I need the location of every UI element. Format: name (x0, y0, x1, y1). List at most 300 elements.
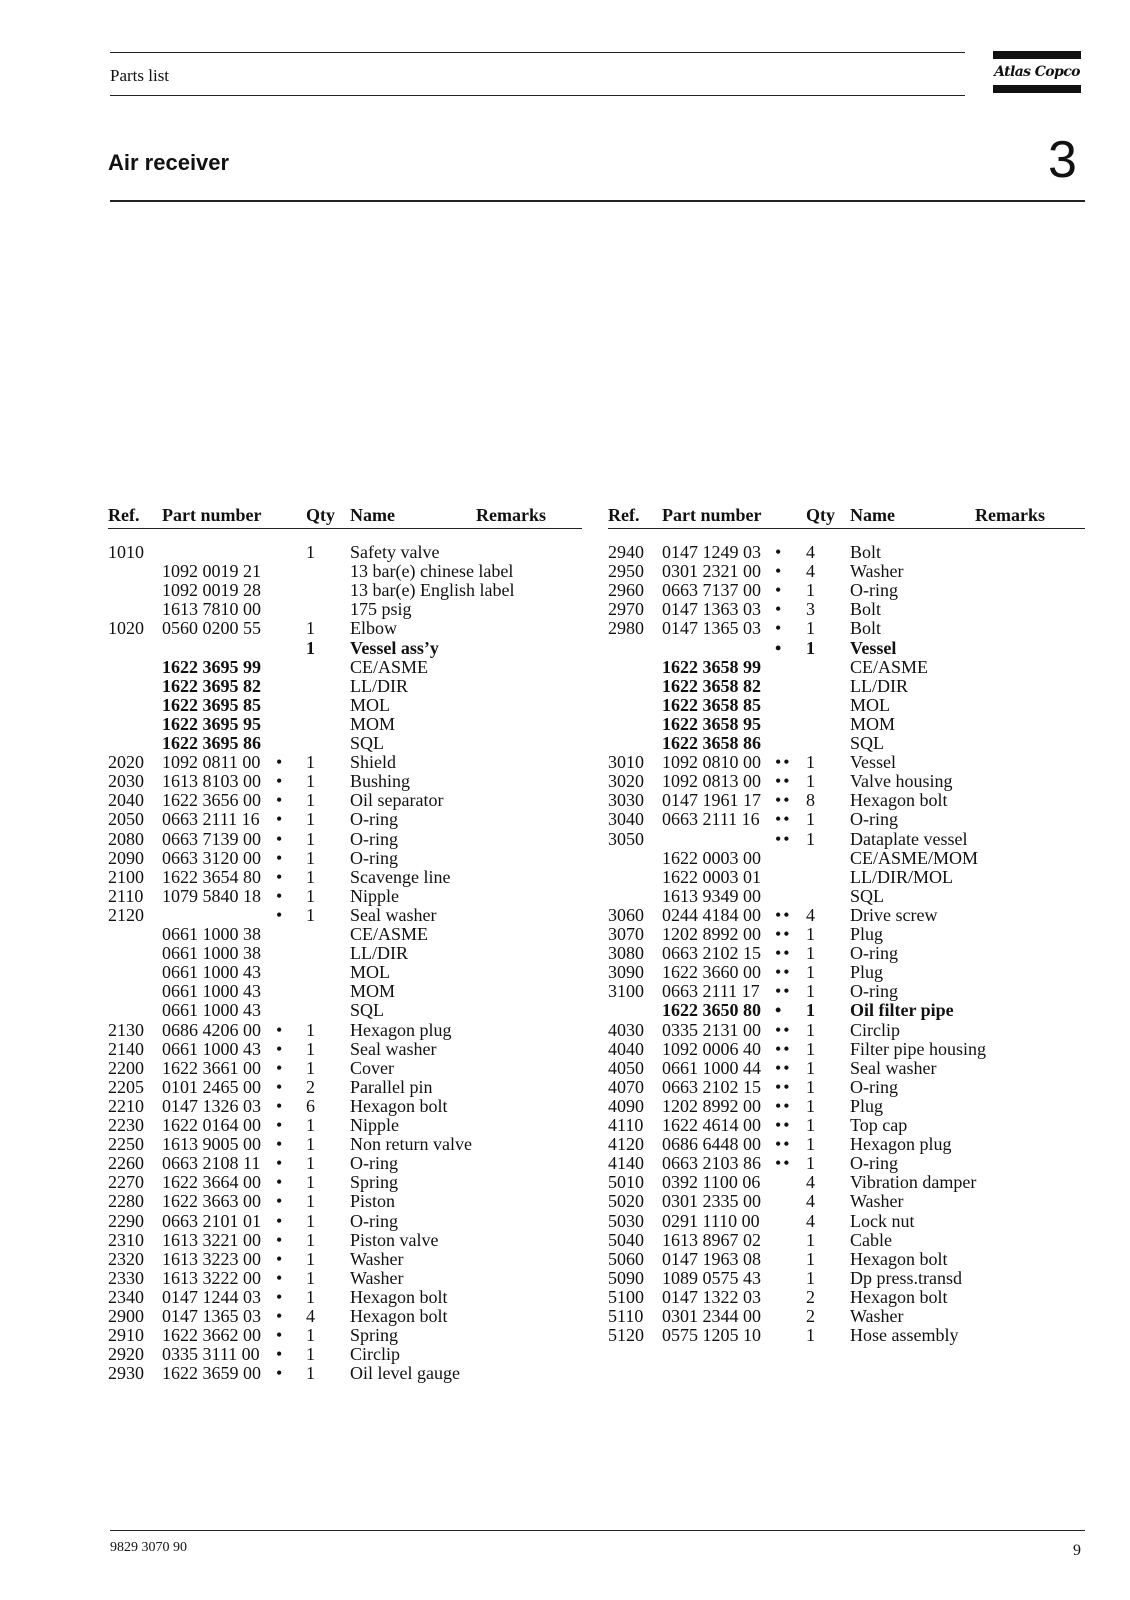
qty-cell: 1 (306, 1344, 315, 1365)
col-header-name: Name (350, 505, 395, 525)
ref-cell: 3100 (608, 981, 644, 1002)
part-number-cell: 1622 0003 01 (662, 866, 761, 887)
marker-cell: •• (775, 943, 792, 964)
part-number-cell: 1613 3221 00 (162, 1229, 261, 1250)
part-number-cell: 1092 0810 00 (662, 752, 761, 773)
parts-row (0, 1212, 1130, 1231)
name-cell: Seal washer (350, 1038, 437, 1059)
qty-cell: 1 (806, 1248, 815, 1269)
parts-row (0, 1135, 1130, 1154)
parts-row (0, 791, 1130, 810)
ref-cell: 4050 (608, 1057, 644, 1078)
part-number-cell: 1622 3658 82 (662, 675, 761, 696)
part-number-cell: 1622 3658 85 (662, 694, 761, 715)
name-cell: Dp press.transd (850, 1267, 962, 1288)
marker-cell: • (276, 828, 285, 849)
parts-row (0, 1326, 1130, 1345)
parts-row (0, 1154, 1130, 1173)
name-cell: CE/ASME (350, 656, 429, 677)
part-number-cell: 0663 7137 00 (662, 580, 761, 601)
name-cell: Washer (350, 1267, 404, 1288)
qty-cell: 1 (306, 847, 315, 868)
name-cell: MOM (350, 981, 396, 1002)
qty-cell: 1 (306, 866, 315, 887)
ref-cell: 2140 (108, 1038, 144, 1059)
part-number-cell: 1613 8967 02 (662, 1229, 761, 1250)
marker-cell: • (775, 618, 784, 639)
part-number-cell: 0663 2111 17 (662, 981, 760, 1002)
part-number-cell: 0301 2344 00 (662, 1306, 761, 1326)
qty-cell: 1 (306, 1134, 315, 1155)
ref-cell: 3070 (608, 924, 644, 944)
marker-cell: • (276, 752, 285, 773)
ref-cell: 4090 (608, 1095, 644, 1116)
parts-row (0, 734, 1130, 753)
part-number-cell: 1622 3695 85 (162, 694, 261, 715)
part-number-cell: 1622 3658 86 (662, 733, 761, 753)
parts-row (0, 1021, 1130, 1040)
name-cell: Plug (850, 962, 884, 983)
name-cell: MOL (350, 962, 390, 983)
ref-cell: 5020 (608, 1191, 644, 1212)
name-cell: O-ring (350, 1153, 398, 1174)
name-cell: Bolt (850, 618, 882, 639)
ref-cell: 3060 (608, 904, 644, 925)
qty-cell: 1 (806, 828, 815, 849)
part-number-cell: 0661 1000 38 (162, 943, 261, 964)
qty-cell: 4 (806, 1210, 815, 1231)
marker-cell: • (276, 1038, 285, 1059)
name-cell: Safety valve (350, 542, 440, 562)
parts-row (0, 830, 1130, 849)
qty-cell: 4 (806, 1172, 815, 1193)
name-cell: Bolt (850, 599, 882, 620)
part-number-cell: 0663 2102 15 (662, 1076, 761, 1097)
part-number-cell: 0663 2103 86 (662, 1153, 761, 1174)
qty-cell: 1 (306, 904, 315, 925)
name-cell: Hexagon bolt (850, 790, 948, 811)
part-number-cell: 0147 1244 03 (162, 1286, 261, 1307)
part-number-cell: 0301 2321 00 (662, 561, 761, 582)
qty-cell: 1 (806, 580, 815, 601)
part-number-cell: 0661 1000 43 (162, 1038, 261, 1059)
qty-cell: 1 (806, 1057, 815, 1078)
ref-cell: 2020 (108, 752, 144, 773)
part-number-cell: 1613 8103 00 (162, 771, 261, 792)
marker-cell: • (276, 1115, 285, 1135)
ref-cell: 5030 (608, 1210, 644, 1231)
part-number-cell: 0575 1205 10 (662, 1325, 761, 1346)
section-title-rule (110, 200, 1085, 202)
ref-cell: 1020 (108, 618, 144, 639)
name-cell: SQL (850, 733, 885, 753)
name-cell: CE/ASME (850, 656, 929, 677)
marker-cell: •• (775, 904, 792, 925)
part-number-cell: 1202 8992 00 (662, 1095, 761, 1116)
name-cell: Plug (850, 1095, 884, 1116)
parts-row (0, 696, 1130, 715)
ref-cell: 2290 (108, 1210, 144, 1231)
name-cell: SQL (350, 733, 385, 753)
col-header-remarks: Remarks (476, 505, 546, 525)
section-title: Air receiver (108, 150, 230, 175)
qty-cell: 1 (806, 1153, 815, 1174)
ref-cell: 4120 (608, 1134, 644, 1155)
part-number-cell: 0663 7139 00 (162, 828, 261, 849)
marker-cell: •• (775, 1115, 792, 1135)
qty-cell: 4 (806, 904, 815, 925)
ref-cell: 2120 (108, 904, 144, 925)
parts-row (0, 1345, 1130, 1364)
name-cell: Valve housing (850, 771, 953, 792)
qty-cell: 1 (306, 1229, 315, 1250)
name-cell: Spring (350, 1172, 399, 1193)
marker-cell: • (276, 1153, 285, 1174)
marker-cell: •• (775, 1038, 792, 1059)
ref-cell: 5120 (608, 1325, 644, 1346)
qty-cell: 1 (306, 1019, 315, 1040)
ref-cell: 3080 (608, 943, 644, 964)
marker-cell: • (276, 847, 285, 868)
ref-cell: 3020 (608, 771, 644, 792)
parts-row (0, 1040, 1130, 1059)
part-number-cell: 1613 7810 00 (162, 599, 261, 620)
ref-cell: 2050 (108, 809, 144, 830)
col-header-ref: Ref. (108, 505, 140, 525)
part-number-cell: 0661 1000 43 (162, 1000, 261, 1021)
ref-cell: 2340 (108, 1286, 144, 1307)
marker-cell: • (276, 1344, 285, 1365)
marker-cell: •• (775, 962, 792, 983)
part-number-cell: 1622 3695 82 (162, 675, 261, 696)
marker-cell: • (276, 1134, 285, 1155)
right-table-header (0, 505, 1130, 527)
part-number-cell: 0147 1365 03 (162, 1306, 261, 1326)
ref-cell: 2940 (608, 542, 644, 562)
name-cell: Dataplate vessel (850, 828, 968, 849)
qty-cell: 8 (806, 790, 815, 811)
ref-cell: 5100 (608, 1286, 644, 1307)
qty-cell: 1 (306, 1286, 315, 1307)
logo-bar-top (993, 51, 1081, 59)
ref-cell: 5040 (608, 1229, 644, 1250)
name-cell: Oil filter pipe (850, 1000, 954, 1021)
parts-row (0, 1364, 1130, 1383)
marker-cell: • (775, 1000, 784, 1021)
parts-row (0, 1269, 1130, 1288)
part-number-cell: 1202 8992 00 (662, 924, 761, 944)
ref-cell: 2090 (108, 847, 144, 868)
part-number-cell: 1622 4614 00 (662, 1115, 761, 1135)
ref-cell: 3040 (608, 809, 644, 830)
parts-row (0, 849, 1130, 868)
name-cell: O-ring (350, 828, 398, 849)
ref-cell: 5060 (608, 1248, 644, 1269)
part-number-cell: 1622 3664 00 (162, 1172, 261, 1193)
qty-cell: 4 (806, 542, 815, 562)
ref-cell: 2250 (108, 1134, 144, 1155)
col-header-part-number: Part number (662, 505, 762, 525)
part-number-cell: 1622 3650 80 (662, 1000, 761, 1021)
part-number-cell: 1613 9349 00 (662, 885, 761, 906)
qty-cell: 1 (306, 1038, 315, 1059)
qty-cell: 1 (306, 1363, 315, 1384)
marker-cell: • (276, 1363, 285, 1384)
ref-cell: 4070 (608, 1076, 644, 1097)
logo-wordmark: Atlas Copco (994, 64, 1080, 80)
running-head: Parts list (110, 66, 170, 85)
name-cell: Washer (850, 1306, 904, 1326)
name-cell: Piston (350, 1191, 396, 1212)
marker-cell: •• (775, 924, 792, 944)
ref-cell: 5010 (608, 1172, 644, 1193)
name-cell: O-ring (850, 1076, 898, 1097)
part-number-cell: 1622 3654 80 (162, 866, 261, 887)
part-number-cell: 1613 9005 00 (162, 1134, 261, 1155)
marker-cell: • (276, 1325, 285, 1346)
qty-cell: 1 (806, 1000, 815, 1021)
part-number-cell: 1079 5840 18 (162, 885, 261, 906)
right-header-rule (608, 528, 1085, 529)
parts-row (0, 658, 1130, 677)
marker-cell: •• (775, 790, 792, 811)
name-cell: SQL (350, 1000, 385, 1021)
parts-row (0, 772, 1130, 791)
qty-cell: 1 (806, 962, 815, 983)
name-cell: O-ring (350, 1210, 398, 1231)
parts-row (0, 1097, 1130, 1116)
part-number-cell: 1622 3695 95 (162, 713, 261, 734)
marker-cell: •• (775, 1019, 792, 1040)
name-cell: Hexagon bolt (850, 1286, 948, 1307)
part-number-cell: 0147 1322 03 (662, 1286, 761, 1307)
ref-cell: 2270 (108, 1172, 144, 1193)
qty-cell: 1 (306, 1325, 315, 1346)
parts-row (0, 715, 1130, 734)
parts-row (0, 1173, 1130, 1192)
marker-cell: • (276, 1229, 285, 1250)
ref-cell: 2910 (108, 1325, 144, 1346)
qty-cell: 4 (806, 561, 815, 582)
parts-row (0, 1307, 1130, 1326)
name-cell: MOL (350, 694, 390, 715)
col-header-name: Name (850, 505, 895, 525)
marker-cell: •• (775, 1153, 792, 1174)
name-cell: Parallel pin (350, 1076, 433, 1097)
qty-cell: 1 (306, 771, 315, 792)
qty-cell: 1 (306, 885, 315, 906)
name-cell: Elbow (350, 618, 397, 639)
name-cell: Hexagon bolt (350, 1286, 448, 1307)
qty-cell: 1 (806, 1134, 815, 1155)
name-cell: Lock nut (850, 1210, 915, 1231)
part-number-cell: 0663 2102 15 (662, 943, 761, 964)
ref-cell: 2110 (108, 885, 144, 906)
marker-cell: • (276, 1267, 285, 1288)
qty-cell: 1 (806, 943, 815, 964)
name-cell: Top cap (850, 1115, 908, 1135)
section-number: 3 (1048, 131, 1077, 189)
marker-cell: • (276, 790, 285, 811)
parts-row (0, 1059, 1130, 1078)
part-number-cell: 0663 2111 16 (162, 809, 260, 830)
part-number-cell: 0101 2465 00 (162, 1076, 261, 1097)
marker-cell: •• (775, 1095, 792, 1116)
logo-bar-bottom (993, 85, 1081, 93)
part-number-cell: 0663 3120 00 (162, 847, 261, 868)
name-cell: O-ring (850, 580, 898, 601)
parts-row (0, 1001, 1130, 1020)
marker-cell: •• (775, 771, 792, 792)
ref-cell: 2950 (608, 561, 644, 582)
part-number-cell: 0663 2111 16 (662, 809, 760, 830)
name-cell: Circlip (850, 1019, 900, 1040)
ref-cell: 3010 (608, 752, 644, 773)
parts-row (0, 887, 1130, 906)
part-number-cell: 0661 1000 38 (162, 924, 261, 944)
name-cell: Scavenge line (350, 866, 451, 887)
header-top-rule (110, 52, 965, 53)
qty-cell: 1 (806, 809, 815, 830)
part-number-cell: 1622 3695 99 (162, 656, 261, 677)
part-number-cell: 1622 0003 00 (662, 847, 761, 868)
qty-cell: 1 (806, 1115, 815, 1135)
qty-cell: 1 (306, 542, 315, 562)
parts-row (0, 1078, 1130, 1097)
page-number: 9 (1073, 1542, 1081, 1559)
marker-cell: •• (775, 828, 792, 849)
parts-row (0, 963, 1130, 982)
name-cell: Cable (850, 1229, 892, 1250)
name-cell: Vibration damper (850, 1172, 977, 1193)
name-cell: Bushing (350, 771, 411, 792)
marker-cell: • (276, 1210, 285, 1231)
marker-cell: • (775, 542, 784, 562)
part-number-cell: 1622 3660 00 (662, 962, 761, 983)
ref-cell: 5110 (608, 1306, 644, 1326)
marker-cell: • (276, 1095, 285, 1116)
parts-row (0, 581, 1130, 600)
qty-cell: 1 (806, 771, 815, 792)
col-header-remarks: Remarks (975, 505, 1045, 525)
name-cell: Hexagon bolt (850, 1248, 948, 1269)
qty-cell: 1 (806, 1019, 815, 1040)
parts-row (0, 1116, 1130, 1135)
parts-row (0, 753, 1130, 772)
name-cell: SQL (850, 885, 885, 906)
ref-cell: 2130 (108, 1019, 144, 1040)
name-cell: Hose assembly (850, 1325, 959, 1346)
name-cell: Oil level gauge (350, 1363, 460, 1384)
name-cell: 13 bar(e) chinese label (350, 561, 514, 582)
part-number-cell: 0244 4184 00 (662, 904, 761, 925)
col-header-ref: Ref. (608, 505, 640, 525)
ref-cell: 2970 (608, 599, 644, 620)
part-number-cell: 1092 0813 00 (662, 771, 761, 792)
name-cell: Bolt (850, 542, 882, 562)
qty-cell: 1 (806, 637, 815, 658)
parts-row (0, 810, 1130, 829)
name-cell: Hexagon bolt (350, 1306, 448, 1326)
parts-row (0, 677, 1130, 696)
part-number-cell: 0663 2101 01 (162, 1210, 261, 1231)
part-number-cell: 0686 4206 00 (162, 1019, 261, 1040)
name-cell: LL/DIR (850, 675, 908, 696)
name-cell: Oil separator (350, 790, 444, 811)
ref-cell: 2205 (108, 1076, 144, 1097)
qty-cell: 4 (306, 1306, 315, 1326)
qty-cell: 1 (306, 618, 315, 639)
qty-cell: 1 (806, 1076, 815, 1097)
name-cell: Vessel (850, 752, 896, 773)
name-cell: Vessel ass’y (350, 637, 439, 658)
col-header-part-number: Part number (162, 505, 262, 525)
qty-cell: 1 (306, 1115, 315, 1135)
ref-cell: 4110 (608, 1115, 644, 1135)
marker-cell: • (276, 866, 285, 887)
marker-cell: • (276, 885, 285, 906)
parts-row (0, 639, 1130, 658)
ref-cell: 2210 (108, 1095, 144, 1116)
marker-cell: • (276, 1248, 285, 1269)
qty-cell: 1 (306, 1057, 315, 1078)
name-cell: CE/ASME (350, 924, 429, 944)
ref-cell: 2200 (108, 1057, 144, 1078)
part-number-cell: 0291 1110 00 (662, 1210, 760, 1231)
marker-cell: • (276, 1019, 285, 1040)
parts-row (0, 543, 1130, 562)
left-header-rule (108, 528, 582, 529)
qty-cell: 1 (806, 924, 815, 944)
name-cell: O-ring (350, 809, 398, 830)
marker-cell: • (276, 1286, 285, 1307)
qty-cell: 1 (806, 752, 815, 773)
name-cell: LL/DIR/MOL (850, 866, 953, 887)
part-number-cell: 1092 0006 40 (662, 1038, 761, 1059)
ref-cell: 2260 (108, 1153, 144, 1174)
marker-cell: • (276, 1306, 285, 1326)
part-number-cell: 0147 1963 08 (662, 1248, 761, 1269)
name-cell: O-ring (850, 943, 898, 964)
name-cell: Seal washer (850, 1057, 937, 1078)
name-cell: Seal washer (350, 904, 437, 925)
part-number-cell: 1622 3662 00 (162, 1325, 261, 1346)
parts-row (0, 562, 1130, 581)
ref-cell: 2030 (108, 771, 144, 792)
atlas-copco-logo (993, 51, 1081, 93)
qty-cell: 1 (306, 1172, 315, 1193)
part-number-cell: 0335 3111 00 (162, 1344, 260, 1365)
name-cell: Vessel (850, 637, 897, 658)
part-number-cell: 1089 0575 43 (662, 1267, 761, 1288)
marker-cell: • (276, 904, 285, 925)
qty-cell: 1 (306, 637, 315, 658)
qty-cell: 1 (806, 1038, 815, 1059)
ref-cell: 2330 (108, 1267, 144, 1288)
part-number-cell: 0147 1249 03 (662, 542, 761, 562)
name-cell: Washer (350, 1248, 404, 1269)
part-number-cell: 0661 1000 44 (662, 1057, 761, 1078)
marker-cell: •• (775, 1134, 792, 1155)
name-cell: O-ring (350, 847, 398, 868)
name-cell: Circlip (350, 1344, 400, 1365)
part-number-cell: 1622 3661 00 (162, 1057, 261, 1078)
qty-cell: 1 (306, 790, 315, 811)
marker-cell: • (276, 1057, 285, 1078)
ref-cell: 2080 (108, 828, 144, 849)
name-cell: Shield (350, 752, 397, 773)
name-cell: MOM (350, 713, 396, 734)
